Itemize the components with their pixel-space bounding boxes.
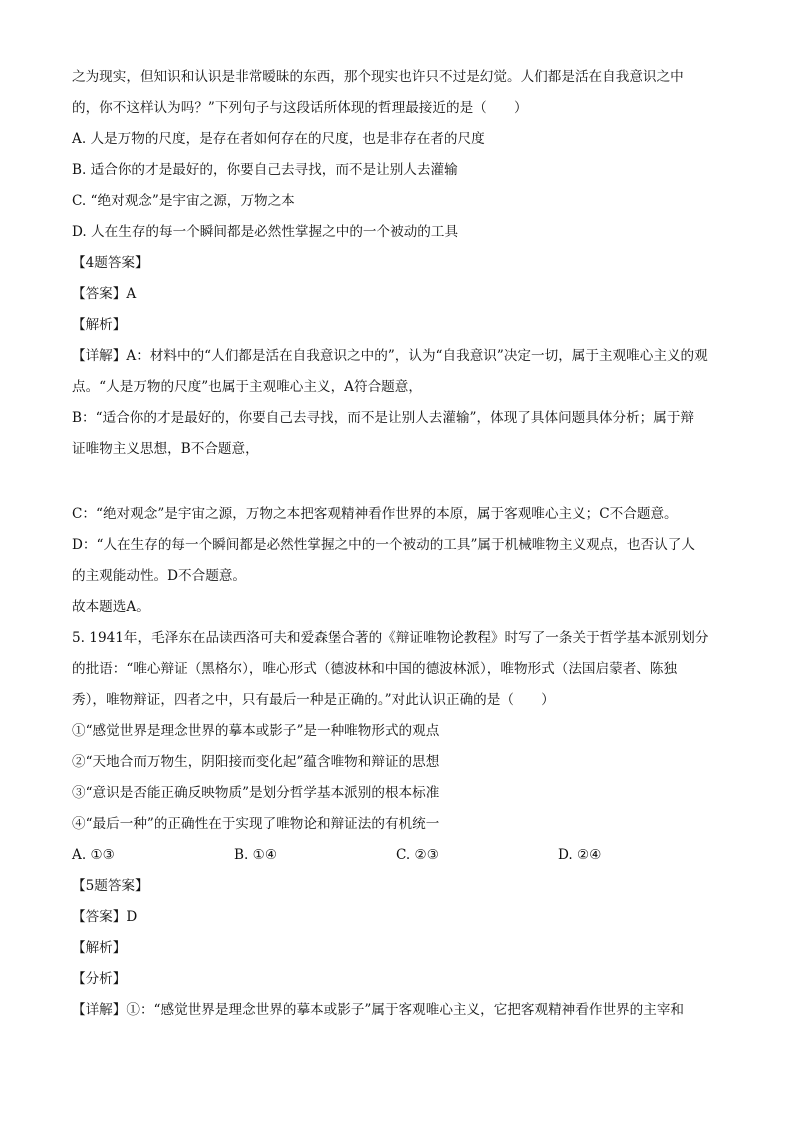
q5-answer-header: 【5题答案】: [72, 878, 149, 894]
q5-statement-2: ②“天地合而万物生，阴阳接而变化起”蕴含唯物和辩证的思想: [72, 754, 440, 770]
q4-answer: 【答案】A: [72, 286, 137, 302]
q4-option-c: C. “绝对观念”是宇宙之源，万物之本: [72, 193, 295, 209]
q5-choices: [72, 845, 724, 865]
q4-option-d: D. 人在生存的每一个瞬间都是必然性掌握之中的一个被动的工具: [72, 224, 459, 240]
q5-choice-b: B. ①④: [234, 847, 278, 863]
q5-statement-1: ①“感觉世界是理念世界的摹本或影子”是一种唯物形式的观点: [72, 723, 440, 739]
q5-statement-3: ③“意识是否能正确反映物质”是划分哲学基本派别的根本标准: [72, 785, 440, 801]
q5-choice-d: D. ②④: [558, 847, 602, 863]
q4-detail-line-5: C：“绝对观念”是宇宙之源，万物之本把客观精神看作世界的本原，属于客观唯心主义；C不合题意。: [72, 506, 678, 522]
q4-detail-line-4: 证唯物主义思想，B不合题意，: [72, 441, 259, 457]
q4-detail-line-3: B：“适合你的才是最好的，你要自己去寻找，而不是让别人去灌输”，体现了具体问题具体分析；属于辩: [72, 410, 695, 426]
q4-detail-line-1: 【详解】A：材料中的“人们都是活在自我意识之中的”，认为“自我意识”决定一切，属于主观唯心主义的观: [72, 348, 708, 364]
q5-detail-line-1: 【详解】①：“感觉世界是理念世界的摹本或影子”属于客观唯心主义，它把客观精神看作世界的主宰和: [72, 1002, 685, 1018]
q5-choice-a: A. ①③: [72, 847, 115, 863]
q5-choice-c: C. ②③: [396, 847, 439, 863]
q4-detail-line-6: D：“人在生存的每一个瞬间都是必然性掌握之中的一个被动的工具”属于机械唯物主义观点，也否认了人: [72, 537, 695, 553]
q5-fenxi-label: 【分析】: [72, 971, 127, 987]
q4-conclusion: 故本题选A。: [72, 599, 150, 615]
q5-stem-line-2: 的批语：“唯心辩证（黑格尔），唯心形式（德波林和中国的德波林派），唯物形式（法国启蒙者、陈独: [72, 661, 678, 677]
q4-answer-header: 【4题答案】: [72, 255, 149, 271]
q5-stem-line-3: 秀），唯物辩证，四者之中，只有最后一种是正确的。”对此认识正确的是（ ）: [72, 692, 555, 708]
q4-detail-line-7: 的主观能动性。D不合题意。: [72, 568, 247, 584]
q4-analysis-label: 【解析】: [72, 317, 127, 333]
q4-stem-line-2: 的，你不这样认为吗？”下列句子与这段话所体现的哲理最接近的是（ ）: [72, 100, 528, 116]
q5-stem-line-1: 5. 1941年，毛泽东在品读西洛可夫和爱森堡合著的《辩证唯物论教程》时写了一条关于哲学基本派别划分: [72, 630, 709, 646]
q5-analysis-label: 【解析】: [72, 940, 127, 956]
q4-option-b: B. 适合你的才是最好的，你要自己去寻找，而不是让别人去灌输: [72, 162, 458, 178]
q5-statement-4: ④“最后一种”的正确性在于实现了唯物论和辩证法的有机统一: [72, 816, 440, 832]
q5-answer: 【答案】D: [72, 909, 138, 925]
q4-stem-line-1: 之为现实，但知识和认识是非常暧昧的东西，那个现实也许只不过是幻觉。人们都是活在自我意识之中: [72, 69, 684, 85]
q4-detail-line-2: 点。“人是万物的尺度”也属于主观唯心主义，A符合题意，: [72, 379, 422, 395]
q4-option-a: A. 人是万物的尺度，是存在者如何存在的尺度，也是非存在者的尺度: [72, 131, 485, 147]
